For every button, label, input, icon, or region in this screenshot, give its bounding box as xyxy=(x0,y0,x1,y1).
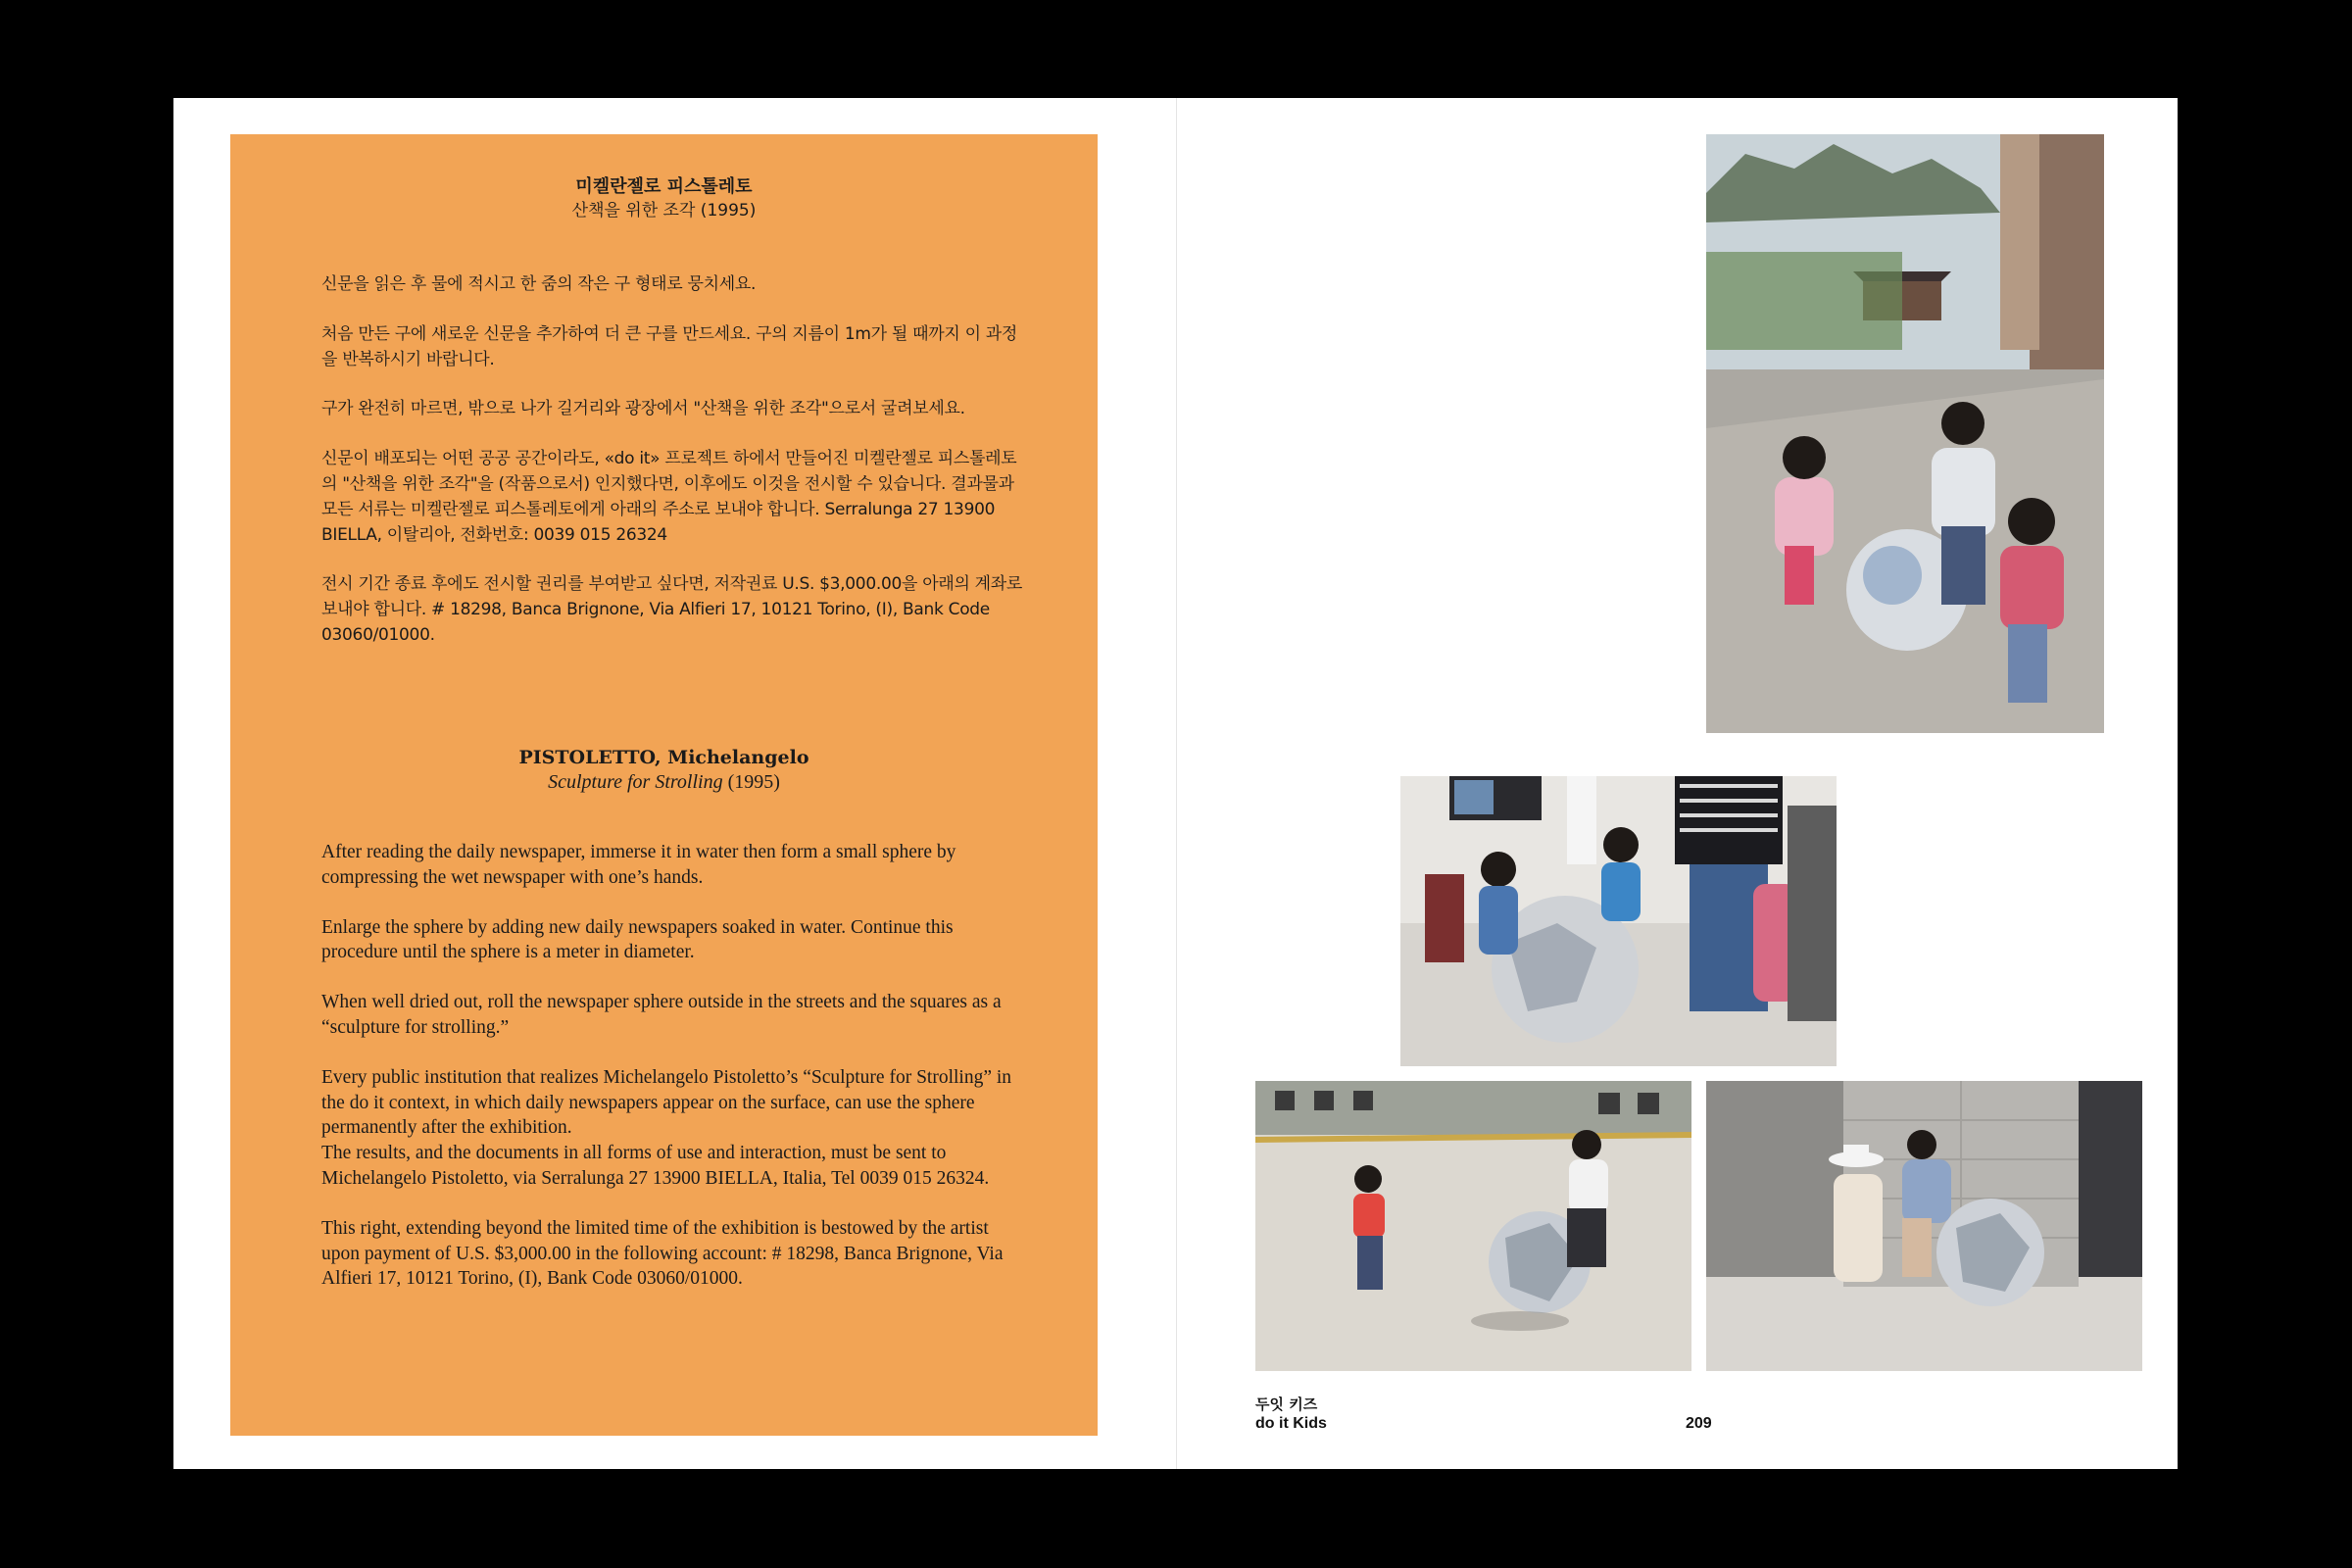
korean-title: 미켈란젤로 피스톨레토 xyxy=(575,176,753,197)
english-paragraph: When well dried out, roll the newspaper sphere outside in the streets and the squares as a “sculpture for strolling.” xyxy=(321,992,1002,1038)
photo-indoor-kids xyxy=(1400,776,1837,1066)
gutter xyxy=(1176,98,1177,1469)
running-title xyxy=(1255,1395,1327,1434)
english-body xyxy=(321,840,1027,1316)
korean-paragraph: 신문을 읽은 후 물에 적시고 한 줌의 작은 구 형태로 뭉치세요. xyxy=(321,274,757,294)
instruction-panel xyxy=(230,134,1098,1436)
korean-paragraph: 전시 기간 종료 후에도 전시할 권리를 부여받고 싶다면, 저작권료 U.S. $3,000.00을 아래의 계좌로 보내야 합니다. # 18298, Banca Brignone, Via Alfieri 17, 10121 Torino, (I), Bank Code 03060/01000. xyxy=(321,574,1023,645)
korean-paragraph: 구가 완전히 마르면, 밖으로 나가 길거리와 광장에서 "산책을 위한 조각"으로서 굴려보세요. xyxy=(321,399,965,419)
photo-plaza-boys xyxy=(1255,1081,1691,1371)
korean-subtitle: 산책을 위한 조각 (1995) xyxy=(571,201,757,220)
english-paragraph: This right, extending beyond the limited time of the exhibition is bestowed by the artist upon payment of U.S. $3,000.00 in the following account: # 18298, Banca Brignone, Via Alfieri 17, 10121 Torino, (I), Bank Code 03060/01000. xyxy=(321,1217,1004,1290)
running-title-en: do it Kids xyxy=(1255,1415,1327,1432)
english-heading xyxy=(230,746,1098,795)
book-spread xyxy=(173,98,2178,1469)
english-title: PISTOLETTO, Michelangelo xyxy=(518,747,809,768)
english-subtitle xyxy=(230,770,1098,795)
running-title-ko: 두잇 키즈 xyxy=(1255,1396,1318,1413)
korean-body xyxy=(321,272,1027,673)
english-paragraph: After reading the daily newspaper, immerse it in water then form a small sphere by compressing the wet newspaper with one’s hands. xyxy=(321,842,956,888)
work-year: (1995) xyxy=(722,771,780,793)
photo-street-kids xyxy=(1706,134,2104,733)
work-title: Sculpture for Strolling xyxy=(548,771,723,793)
photo-girls-wall xyxy=(1706,1081,2142,1371)
korean-paragraph: 신문이 배포되는 어떤 공공 공간이라도, «do it» 프로젝트 하에서 만들어진 미켈란젤로 피스톨레토의 "산책을 위한 조각"을 (작품으로서) 인지했다면, 이후에도 이것을 전시할 수 있습니다. 결과물과 모든 서류는 미켈란젤로 피스톨레토에게 아래의 주소로 보내야 합니다. Serralunga 27 13900 BIELLA, 이탈리아, 전화번호: 0039 015 26324 xyxy=(321,449,1017,545)
english-paragraph: Enlarge the sphere by adding new daily newspapers soaked in water. Continue this procedure until the sphere is a meter in diameter. xyxy=(321,916,954,963)
korean-heading xyxy=(230,174,1098,223)
page-number: 209 xyxy=(1686,1415,1712,1432)
english-paragraph: Every public institution that realizes Michelangelo Pistoletto’s “Sculpture for Strolling” in the do it context, in which daily newspapers appear on the surface, can use the sphere permanently after the exhibition. The results, and the documents in all forms of use and interaction, must be sent to Michelangelo Pistoletto, via Serralunga 27 13900 BIELLA, Italia, Tel 0039 015 26324. xyxy=(321,1066,1012,1189)
korean-paragraph: 처음 만든 구에 새로운 신문을 추가하여 더 큰 구를 만드세요. 구의 지름이 1m가 될 때까지 이 과정을 반복하시기 바랍니다. xyxy=(321,323,1018,369)
